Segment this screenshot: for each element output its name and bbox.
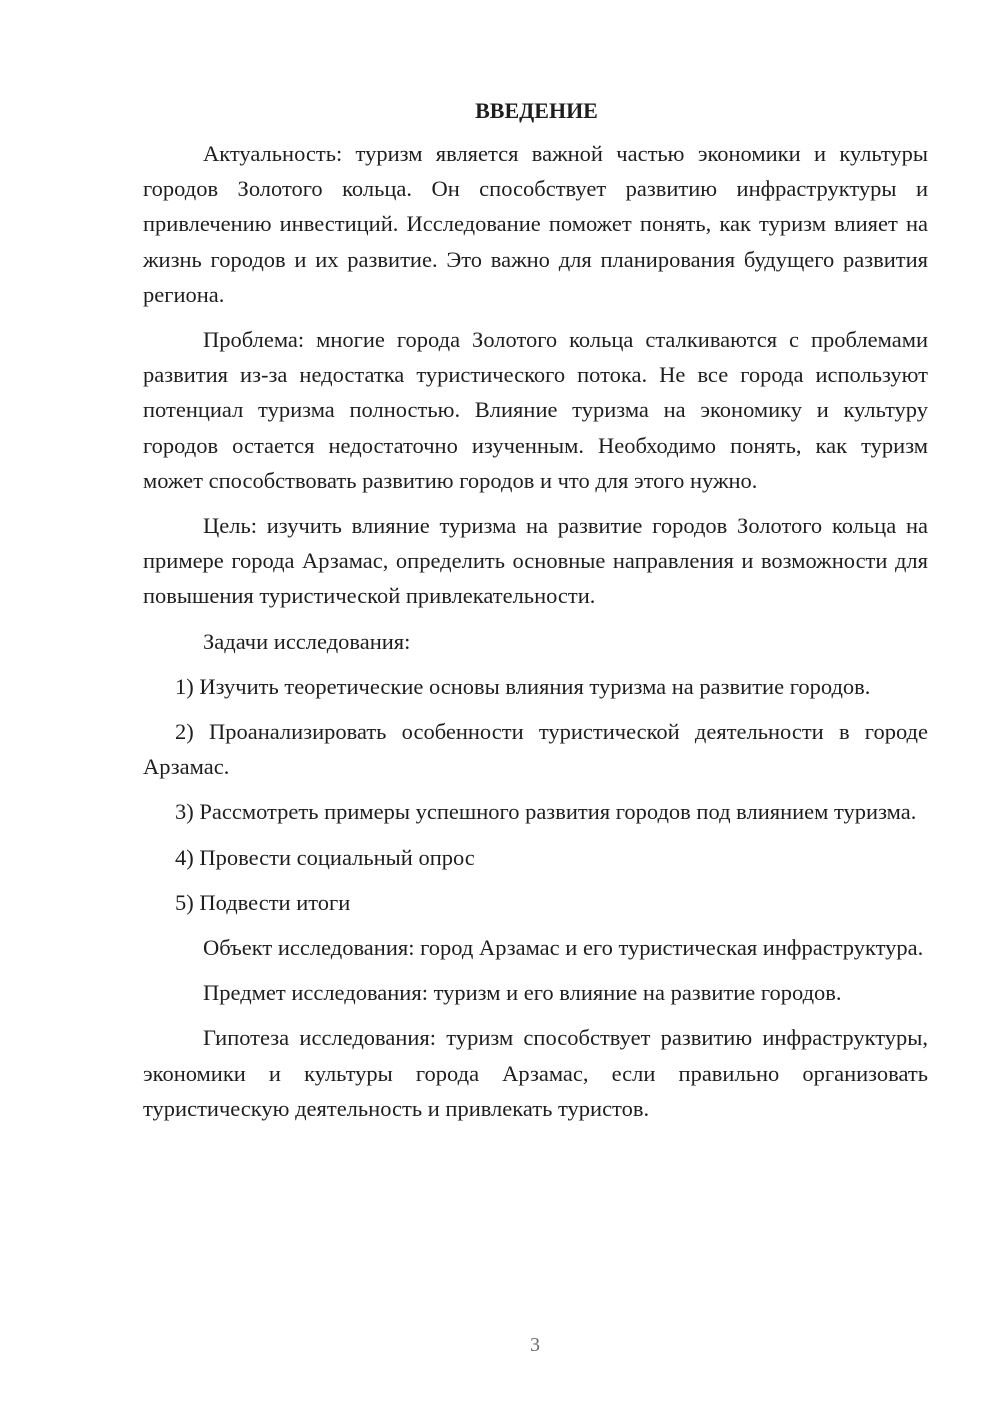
section-title: ВВЕДЕНИЕ: [475, 98, 598, 123]
task-item-1: 1) Изучить теоретические основы влияния туризма на развитие городов.: [175, 673, 871, 699]
page-number: 3: [530, 1334, 540, 1356]
problem-paragraph: Проблема: многие города Золотого кольца сталкиваются с проблемами развития из-за недостатка туристического потока. Не все города используют потенциал туризма полностью. Влияние туризма на экономику и культуру городов остается недостаточно изученным. Необходимо понять, как туризм может способствовать развитию городов и что для этого нужно.: [143, 327, 928, 493]
task-item-2: 2) Проанализировать особенности туристической деятельности в городе Арзамас.: [143, 719, 928, 780]
task-item-5: 5) Подвести итоги: [175, 889, 351, 915]
tasks-heading: Задачи исследования:: [203, 628, 411, 654]
object-paragraph: Объект исследования: город Арзамас и его туристическая инфраструктура.: [203, 935, 924, 961]
actuality-paragraph: Актуальность: туризм является важной частью экономики и культуры городов Золотого кольца. Он способствует развитию инфраструктуры и привлечению инвестиций. Исследование поможет понять, как туризм влияет на жизнь городов и их развитие. Это важно для планирования будущего развития региона.: [143, 141, 928, 307]
task-item-4: 4) Провести социальный опрос: [175, 844, 475, 870]
goal-paragraph: Цель: изучить влияние туризма на развитие городов Золотого кольца на примере города Арзамас, определить основные направления и возможности для повышения туристической привлекательности.: [143, 513, 928, 609]
task-item-3: 3) Рассмотреть примеры успешного развития городов под влиянием туризма.: [175, 799, 917, 825]
document-page: [143, 96, 928, 1126]
subject-paragraph: Предмет исследования: туризм и его влияние на развитие городов.: [203, 980, 842, 1006]
hypothesis-paragraph: Гипотеза исследования: туризм способствует развитию инфраструктуры, экономики и культуры города Арзамас, если правильно организовать туристическую деятельность и привлекать туристов.: [143, 1025, 928, 1121]
